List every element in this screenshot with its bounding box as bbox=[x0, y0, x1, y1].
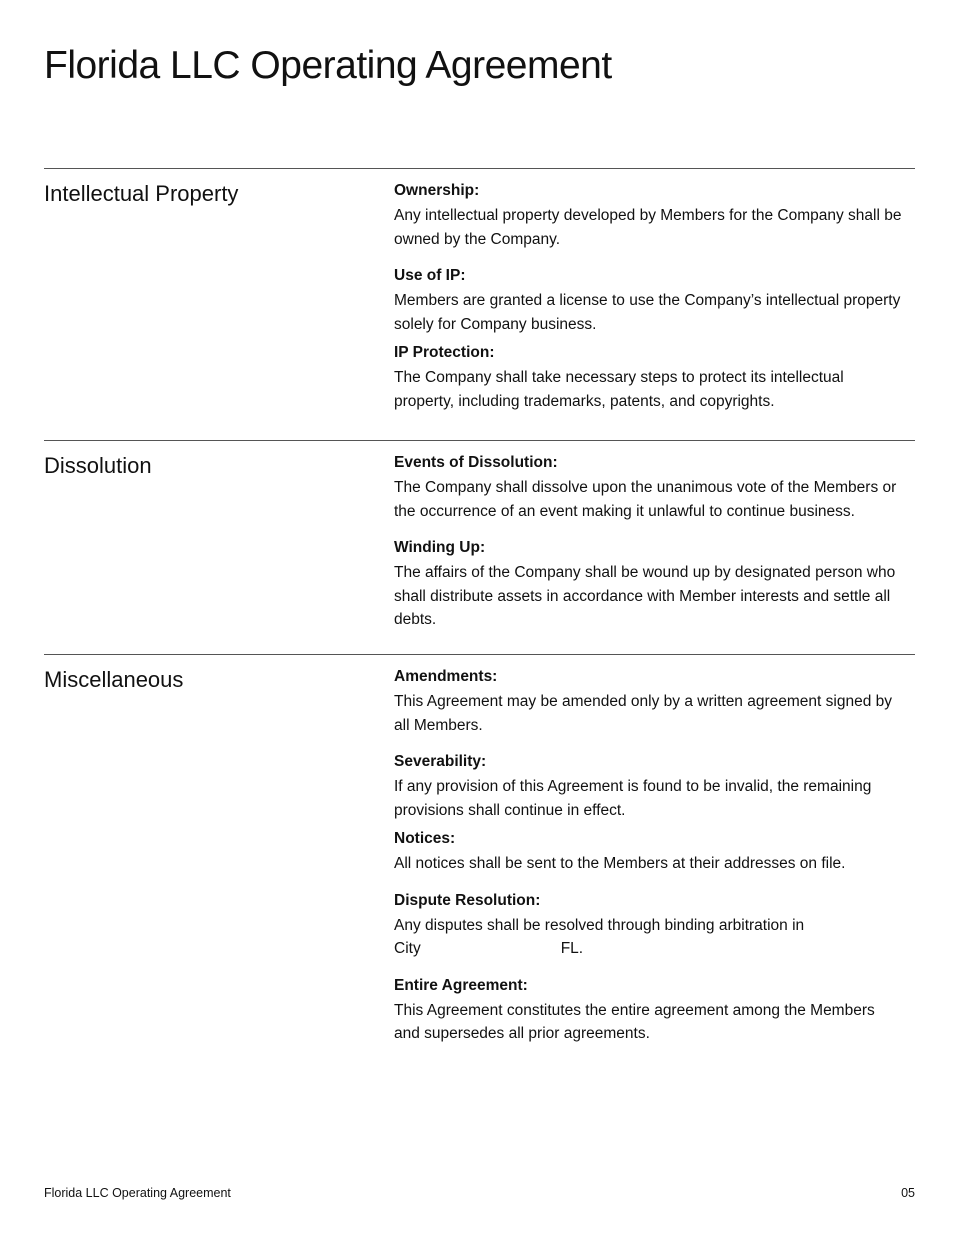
section-body bbox=[394, 667, 904, 1046]
clause-text-dispute-resolution bbox=[394, 914, 904, 961]
section-dissolution bbox=[44, 440, 915, 628]
clause-text-use-of-ip: Members are granted a license to use the Company’s intellectual property solely for Company business. bbox=[394, 292, 901, 333]
section-title: Miscellaneous bbox=[44, 667, 184, 692]
city-label: City bbox=[394, 940, 421, 957]
clause-text-ip-protection: The Company shall take necessary steps to protect its intellectual property, including trademarks, patents, and copyrights. bbox=[394, 369, 844, 410]
clause-heading-notices: Notices: bbox=[394, 830, 456, 847]
footer-page-number: 05 bbox=[901, 1186, 915, 1200]
clause-text-winding-up: The affairs of the Company shall be wound up by designated person who shall distribute assets in accordance with Member interests and settle all debts. bbox=[394, 564, 896, 628]
section-title: Dissolution bbox=[44, 453, 152, 478]
clause-heading-entire-agreement: Entire Agreement: bbox=[394, 976, 528, 994]
section-miscellaneous bbox=[44, 654, 915, 1042]
clause-text-entire-agreement: This Agreement constitutes the entire agreement among the Members and supersedes all prior agreements. bbox=[394, 1001, 875, 1042]
section-title: Intellectual Property bbox=[44, 181, 239, 206]
clause-heading-amendments: Amendments: bbox=[394, 668, 498, 685]
clause-heading-ownership: Ownership: bbox=[394, 182, 480, 199]
clause-heading-use-of-ip: Use of IP: bbox=[394, 267, 466, 284]
section-body bbox=[394, 453, 904, 632]
page-title: Florida LLC Operating Agreement bbox=[44, 44, 612, 87]
clause-text-amendments: This Agreement may be amended only by a written agreement signed by all Members. bbox=[394, 693, 892, 734]
clause-text-notices: All notices shall be sent to the Members at their addresses on file. bbox=[394, 855, 846, 872]
clause-heading-dispute-resolution: Dispute Resolution: bbox=[394, 891, 541, 909]
footer-document-title: Florida LLC Operating Agreement bbox=[44, 1186, 231, 1200]
clause-heading-ip-protection: IP Protection: bbox=[394, 344, 495, 361]
clause-text-events-of-dissolution: The Company shall dissolve upon the unanimous vote of the Members or the occurrence of an event making it unlawful to continue business. bbox=[394, 479, 897, 520]
dispute-resolution-text: Any disputes shall be resolved through binding arbitration in bbox=[394, 916, 805, 934]
clause-heading-severability: Severability: bbox=[394, 753, 487, 770]
section-intellectual-property bbox=[44, 168, 915, 410]
clause-text-ownership: Any intellectual property developed by Members for the Company shall be owned by the Company. bbox=[394, 207, 902, 248]
section-body bbox=[394, 181, 904, 413]
clause-heading-winding-up: Winding Up: bbox=[394, 539, 486, 556]
state-label: FL. bbox=[560, 940, 584, 957]
clause-heading-events-of-dissolution: Events of Dissolution: bbox=[394, 454, 558, 471]
clause-text-severability: If any provision of this Agreement is found to be invalid, the remaining provisions shall continue in effect. bbox=[394, 778, 872, 819]
